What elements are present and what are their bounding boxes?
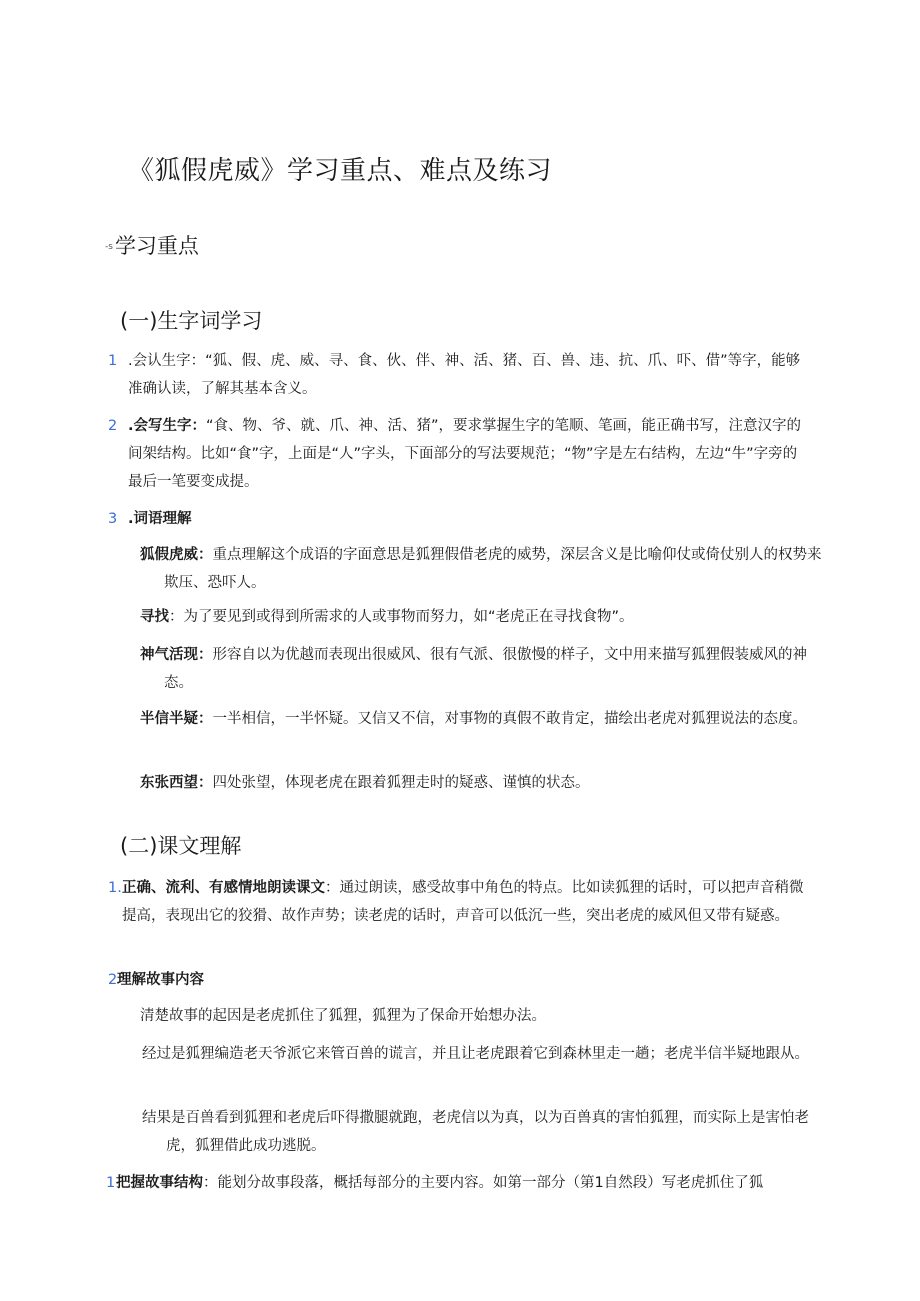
story-cause: 清楚故事的起因是老虎抓住了狐狸，狐狸为了保命开始想办法。 xyxy=(140,1008,546,1024)
list-number: 1. xyxy=(108,880,122,896)
term-xunzhao xyxy=(140,603,808,631)
term-text: ：为了要见到或得到所需求的人或事物而努力，如“老虎正在寻找食物”。 xyxy=(169,609,634,625)
term-text: 形容自以为优越而表现出很威风、很有气派、很傲慢的样子，文中用来描写狐狸假装威风的神态。 xyxy=(164,647,807,691)
list-item-write xyxy=(128,412,804,496)
term-text: 一半相信，一半怀疑。又信又不信，对事物的真假不敢肯定，描绘出老虎对狐狸说法的态度。 xyxy=(212,711,807,727)
term-hujiahuwei xyxy=(140,541,832,597)
list-number: 2 xyxy=(108,972,118,988)
section-heading-text: 学习重点 xyxy=(114,234,199,258)
item-text: “食、物、爷、就、爪、神、活、猪”，要求掌握生字的笔顺、笔画，能正确书写，注意汉字的间架结构。比如“食”字，上面是“人”字头，下面部分的写法要规范；“物”字是左右结构，左边“牛”字旁的最后一笔要变成提。 xyxy=(128,418,802,490)
term-label: 半信半疑： xyxy=(140,711,213,727)
list-item-vocab xyxy=(128,505,804,533)
term-label: 狐假虎威： xyxy=(140,547,213,563)
term-text: 四处张望，体现老虎在跟着狐狸走时的疑惑、谨慎的状态。 xyxy=(212,775,590,791)
term-dongzhangxiwang xyxy=(140,769,808,797)
item-text: ：能划分故事段落，概括每部分的主要内容。如第一部分（第1自然段）写老虎抓住了狐 xyxy=(203,1175,764,1191)
term-shenqihuoxian xyxy=(140,641,832,697)
list-item-recognize: .会认生字：“狐、假、虎、威、寻、食、伙、伴、神、活、猪、百、兽、违、抗、爪、吓、借”等字，能够准确认读，了解其基本含义。 xyxy=(128,353,801,397)
list-number: 2 xyxy=(108,418,118,434)
list-item-reading xyxy=(122,874,804,930)
list-number: 1 xyxy=(108,353,118,369)
section-heading-focus xyxy=(105,230,199,260)
list-item-story xyxy=(117,966,803,994)
item-label: 正确、流利、有感情地朗读课文 xyxy=(122,880,325,896)
story-result: 结果是百兽看到狐狸和老虎后吓得撒腿就跑，老虎信以为真，以为百兽真的害怕狐狸，而实际上是害怕老虎，狐狸借此成功逃脱。 xyxy=(142,1110,809,1154)
item-label: 把握故事结构 xyxy=(116,1175,203,1191)
list-number: 1 xyxy=(106,1175,116,1191)
story-process: 经过是狐狸编造老天爷派它来管百兽的谎言，并且让老虎跟着它到森林里走一趟；老虎半信半疑地跟从。 xyxy=(142,1046,809,1062)
item-label: 理解故事内容 xyxy=(117,972,204,988)
item-text: ：通过朗读，感受故事中角色的特点。比如读狐狸的话时，可以把声音稍微提高，表现出它的狡猾、故作声势；读老虎的话时，声音可以低沉一些，突出老虎的威风但又带有疑惑。 xyxy=(122,880,804,924)
list-item-structure xyxy=(116,1169,810,1197)
term-label: 神气活现： xyxy=(140,647,213,663)
document-title: 《狐假虎威》学习重点、难点及练习 xyxy=(128,156,553,186)
list-number: 3 xyxy=(108,511,118,527)
term-banxinbanyi xyxy=(140,705,832,733)
subheading-text-comprehension: (二)课文理解 xyxy=(120,834,242,858)
item-label: .词语理解 xyxy=(128,511,192,527)
subheading-characters: (一)生字词学习 xyxy=(120,309,263,333)
section-marker: -s xyxy=(105,242,113,252)
term-label: 寻找 xyxy=(140,609,169,625)
term-label: 东张西望： xyxy=(140,775,213,791)
item-label: .会写生字： xyxy=(128,418,207,434)
term-text: 重点理解这个成语的字面意思是狐狸假借老虎的威势，深层含义是比喻仰仗或倚仗别人的权势来欺压、恐吓人。 xyxy=(164,547,822,591)
